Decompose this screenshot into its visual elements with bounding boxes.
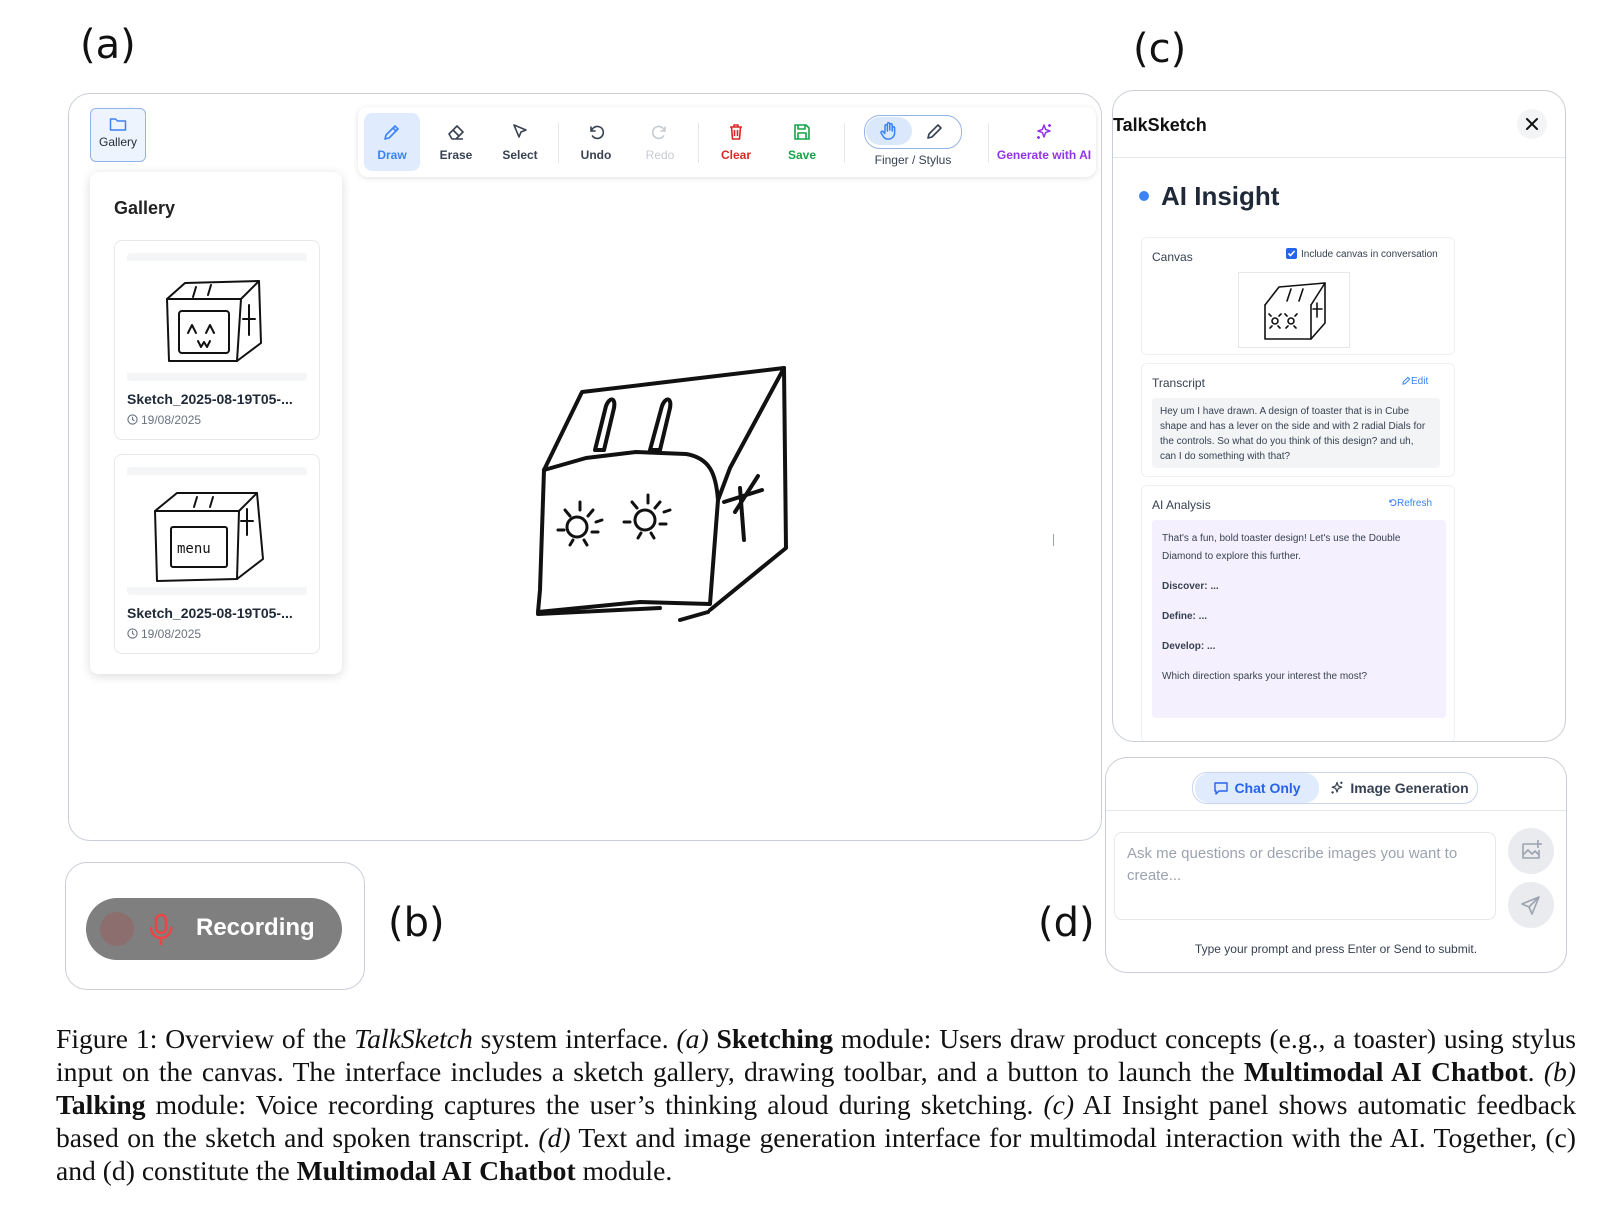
gallery-button[interactable] (90, 108, 146, 162)
toolbar-divider (844, 123, 845, 163)
clock-icon (127, 414, 138, 425)
stylus-mode-option[interactable] (912, 117, 958, 145)
chat-bubble-icon (1213, 781, 1229, 795)
toaster-preview-image (1239, 273, 1349, 347)
finger-mode-option[interactable] (866, 117, 912, 145)
toolbar-divider (698, 123, 699, 163)
caption-emphasis: (a) (676, 1023, 709, 1054)
toolbar-divider (988, 123, 989, 163)
undo-label: Undo (580, 148, 612, 162)
draw-tool-button[interactable] (364, 113, 420, 171)
figure-caption (56, 1022, 1576, 1187)
caption-text: . (1527, 1056, 1544, 1087)
redo-button[interactable] (632, 113, 688, 171)
recording-label: Recording (196, 914, 315, 941)
ai-analysis-section (1141, 485, 1455, 742)
trash-icon (726, 122, 746, 142)
generate-with-ai-button[interactable] (996, 113, 1092, 171)
transcript-text[interactable]: Hey um I have drawn. A design of toaster that is in Cube shape and has a lever on the side and with 2 radial Dials for the controls. So what do you think of this design? and uh, can I do something with that? (1152, 398, 1440, 468)
redo-label: Redo (645, 148, 675, 162)
image-generation-label: Image Generation (1350, 780, 1469, 796)
folder-icon (109, 116, 127, 132)
erase-label: Erase (439, 148, 473, 162)
undo-icon (586, 122, 606, 142)
redo-icon (650, 122, 670, 142)
analysis-develop: Develop: ... (1162, 641, 1216, 652)
close-icon (1517, 109, 1547, 139)
panel-label-d: (d) (1038, 900, 1095, 946)
chat-prompt-input[interactable]: Ask me questions or describe images you want to create... (1114, 832, 1496, 920)
draw-label: Draw (377, 148, 407, 162)
erase-tool-button[interactable] (428, 113, 484, 171)
gallery-title: Gallery (114, 198, 176, 218)
panel-label-c: (c) (1133, 26, 1187, 72)
send-icon (1508, 882, 1554, 928)
hand-icon (879, 121, 899, 141)
caption-text: module: Voice recording captures the user’s thinking aloud during sketching. (145, 1089, 1044, 1120)
canvas-scroll-indicator (1053, 534, 1054, 546)
check-icon (1286, 248, 1297, 259)
undo-button[interactable] (568, 113, 624, 171)
analysis-define: Define: ... (1162, 611, 1208, 622)
save-label: Save (787, 148, 817, 162)
analysis-question: Which direction sparks your interest the most? (1162, 671, 1368, 682)
select-label: Select (502, 148, 538, 162)
menu-scribble: menu (177, 541, 211, 557)
chat-panel (1105, 757, 1567, 973)
chat-divider (1106, 810, 1566, 811)
generate-label: Generate with AI (996, 148, 1092, 162)
chat-only-label: Chat Only (1234, 780, 1301, 796)
refresh-icon (1388, 498, 1397, 507)
clear-button[interactable] (708, 113, 764, 171)
clear-label: Clear (720, 148, 752, 162)
gallery-item-date (127, 413, 201, 427)
caption-text: AI Insight panel shows automatic feedback based on the sketch and spoken transcript. (56, 1089, 1576, 1153)
ai-analysis-content (1152, 520, 1446, 718)
status-dot (1139, 191, 1149, 201)
caption-emphasis: (d) (538, 1122, 571, 1153)
ai-analysis-label: AI Analysis (1152, 498, 1211, 512)
header-divider (1113, 157, 1565, 158)
gallery-item-name: Sketch_2025-08-19T05-... (127, 391, 293, 407)
edit-transcript-button[interactable] (1402, 376, 1428, 387)
caption-text: system interface. (472, 1023, 677, 1054)
pen-icon (925, 121, 945, 141)
include-canvas-checkbox[interactable] (1286, 248, 1297, 259)
microphone-icon (148, 912, 174, 946)
canvas-label: Canvas (1152, 250, 1193, 264)
caption-text (709, 1023, 717, 1054)
sparkles-icon (1034, 122, 1054, 142)
chat-mode-toggle (1192, 772, 1478, 804)
pencil-icon (382, 122, 402, 142)
image-add-icon (1508, 828, 1554, 874)
include-canvas-toggle[interactable] (1286, 248, 1438, 260)
transcript-label: Transcript (1152, 376, 1205, 390)
caption-strong: Multimodal AI Chatbot (1243, 1056, 1528, 1087)
recording-pulse (100, 912, 134, 946)
analysis-intro: That's a fun, bold toaster design! Let's use the Double Diamond to explore this further. (1162, 533, 1401, 562)
caption-strong: Sketching (716, 1023, 834, 1054)
caption-strong: Talking (56, 1089, 146, 1120)
toolbar-divider (558, 123, 559, 163)
gallery-panel (90, 172, 342, 674)
canvas-preview (1238, 272, 1350, 348)
chat-only-tab[interactable] (1195, 773, 1319, 803)
recording-button[interactable] (86, 898, 342, 960)
floppy-disk-icon (792, 122, 812, 142)
panel-label-a: (a) (80, 22, 136, 68)
toaster-sketch-drawing[interactable] (520, 350, 800, 630)
gallery-item-date-text: 19/08/2025 (141, 627, 202, 641)
caption-text: Text and image generation interface for multimodal interaction with the AI. Together, (c) and (d) constitute the (56, 1122, 1576, 1186)
pencil-icon (1402, 376, 1411, 385)
eraser-icon (446, 122, 466, 142)
caption-text: Figure 1: Overview of the (56, 1023, 355, 1054)
caption-text: module. (575, 1155, 673, 1186)
gallery-button-label: Gallery (98, 135, 137, 149)
finger-stylus-toggle[interactable] (864, 115, 962, 149)
caption-text: module: Users draw product concepts (e.g., a toaster) using stylus input on the canvas. The interface includes a sketch gallery, drawing toolbar, and a button to launch the (56, 1023, 1576, 1087)
caption-emphasis: (c) (1043, 1089, 1075, 1120)
transcript-section (1141, 363, 1455, 477)
save-button[interactable] (774, 113, 830, 171)
sketch-thumbnail (127, 467, 307, 595)
drawing-toolbar (358, 107, 1096, 177)
send-button[interactable] (1508, 882, 1554, 928)
insight-title: AI Insight (1161, 181, 1280, 211)
app-title: TalkSketch (1113, 115, 1207, 135)
gallery-item-date (127, 627, 201, 641)
refresh-button[interactable] (1388, 498, 1432, 509)
gallery-item[interactable] (114, 240, 320, 440)
clock-icon (127, 628, 138, 639)
sparkles-icon (1329, 780, 1345, 796)
caption-strong: Multimodal AI Chatbot (296, 1155, 576, 1186)
select-tool-button[interactable] (492, 113, 548, 171)
input-mode-label: Finger / Stylus (874, 153, 952, 167)
gallery-item-date-text: 19/08/2025 (141, 413, 202, 427)
include-canvas-label: Include canvas in conversation (1301, 249, 1438, 260)
refresh-label: Refresh (1397, 498, 1433, 509)
cursor-arrow-icon (510, 122, 530, 142)
toaster-sketch-thumbnail-1 (127, 261, 307, 373)
chat-hint: Type your prompt and press Enter or Send to submit. (1194, 942, 1478, 956)
canvas-section (1141, 237, 1455, 355)
caption-emphasis: TalkSketch (354, 1023, 473, 1054)
ai-insight-panel (1112, 90, 1566, 742)
analysis-discover: Discover: ... (1162, 581, 1219, 592)
toaster-sketch-thumbnail-2 (127, 475, 307, 587)
sketch-thumbnail (127, 253, 307, 381)
attach-image-button[interactable] (1508, 828, 1554, 874)
edit-label: Edit (1411, 376, 1429, 387)
gallery-item[interactable] (114, 454, 320, 654)
panel-label-b: (b) (388, 900, 445, 946)
image-generation-tab[interactable] (1323, 773, 1475, 803)
gallery-item-name: Sketch_2025-08-19T05-... (127, 605, 293, 621)
close-button[interactable] (1517, 109, 1547, 139)
caption-emphasis: (b) (1543, 1056, 1576, 1087)
